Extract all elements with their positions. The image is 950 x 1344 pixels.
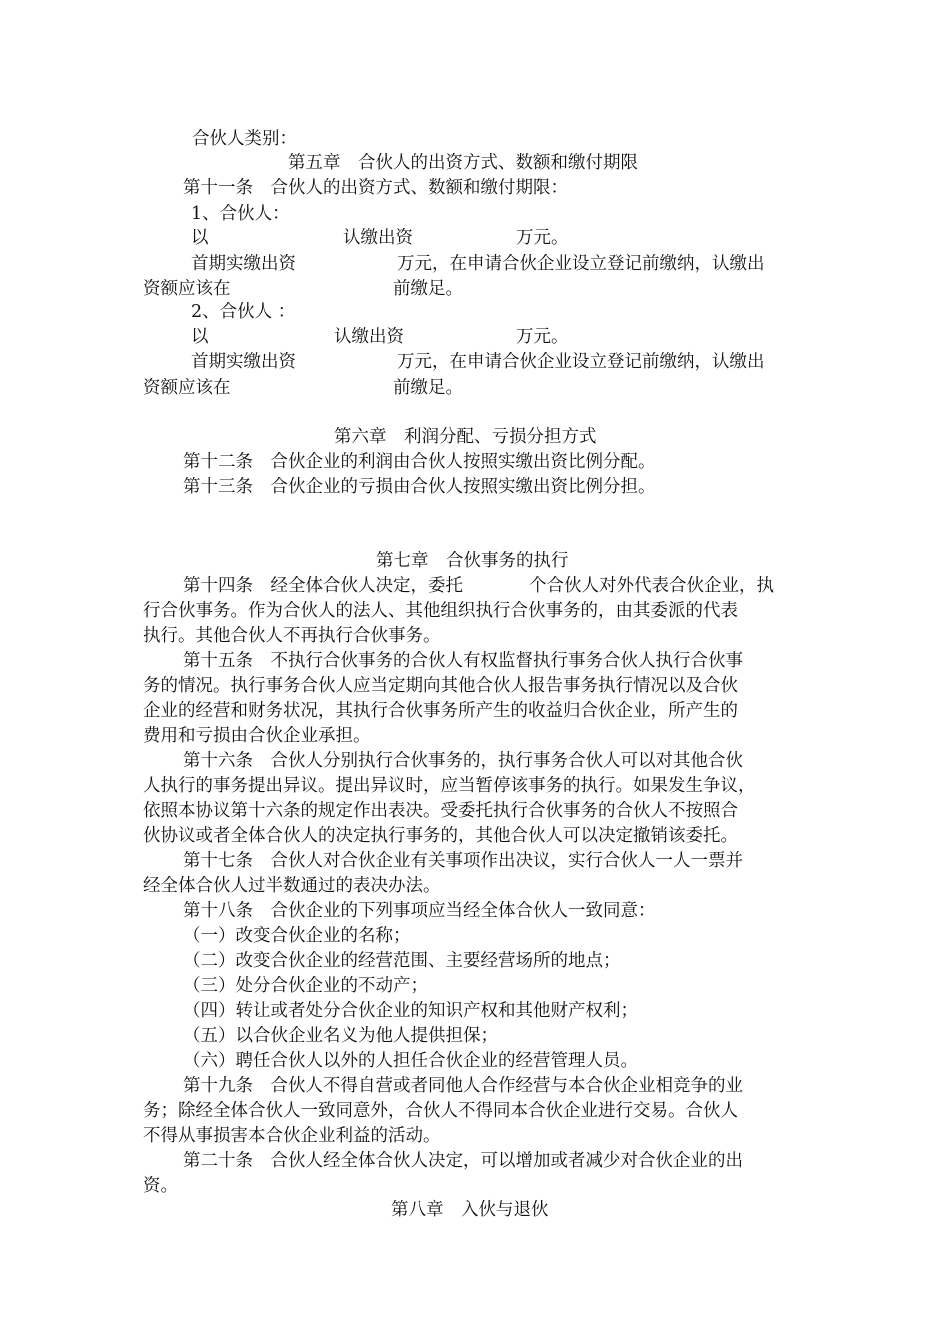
article-12: 第十二条 合伙企业的利润由合伙人按照实缴出资比例分配。 [183, 452, 656, 472]
article-17-line-1: 第十七条 合伙人对合伙企业有关事项作出决议，实行合伙人一人一票并 [183, 851, 743, 871]
text-segment: 第十四条 经全体合伙人决定，委托 [183, 576, 463, 596]
text-segment: 以 [191, 228, 209, 248]
text-segment: 个合伙人对外代表合伙企业，执 [529, 576, 774, 596]
text-segment: 万元。 [516, 228, 569, 248]
article-16-line-4: 伙协议或者全体合伙人的决定执行事务的，其他合伙人可以决定撤销该委托。 [143, 826, 738, 846]
article-14-line-2: 行合伙事务。作为合伙人的法人、其他组织执行合伙事务的，由其委派的代表 [143, 601, 738, 621]
article-14-line-1 [0, 574, 950, 598]
text-segment: 认缴出资 [334, 327, 404, 347]
partner-1-label: 1、合伙人： [191, 204, 290, 224]
partner-1-initial-payment-line [0, 252, 950, 276]
chapter-6-heading: 第六章 利润分配、亏损分担方式 [334, 427, 597, 447]
partner-category-label: 合伙人类别： [192, 129, 297, 149]
partner-2-label: 2、合伙人 ： [191, 302, 296, 322]
article-19-line-2: 务；除经全体合伙人一致同意外，合伙人不得同本合伙企业进行交易。合伙人 [143, 1101, 738, 1121]
text-segment: 资额应该在 [143, 279, 231, 299]
article-18-item-4: （四）转让或者处分合伙企业的知识产权和其他财产权利； [183, 1001, 638, 1021]
article-17-line-2: 经全体合伙人过半数通过的表决办法。 [143, 876, 441, 896]
article-19-line-3: 不得从事损害本合伙企业利益的活动。 [143, 1126, 441, 1146]
article-15-line-1: 第十五条 不执行合伙事务的合伙人有权监督执行事务合伙人执行合伙事 [183, 651, 743, 671]
chapter-5-heading: 第五章 合伙人的出资方式、数额和缴付期限 [288, 153, 638, 173]
text-segment: 认缴出资 [343, 228, 413, 248]
partner-2-initial-payment-line [0, 350, 950, 374]
article-16-line-2: 人执行的事务提出异议。提出异议时，应当暂停该事务的执行。如果发生争议， [143, 776, 756, 796]
text-segment: 首期实缴出资 [191, 352, 296, 372]
text-segment: 万元，在申请合伙企业设立登记前缴纳，认缴出 [397, 352, 765, 372]
text-segment: 资额应该在 [143, 378, 231, 398]
partner-2-subscription-line [0, 325, 950, 349]
text-segment: 前缴足。 [393, 279, 463, 299]
article-18-intro: 第十八条 合伙企业的下列事项应当经全体合伙人一致同意： [183, 901, 656, 921]
article-16-line-1: 第十六条 合伙人分别执行合伙事务的，执行事务合伙人可以对其他合伙 [183, 751, 743, 771]
article-19-line-1: 第十九条 合伙人不得自营或者同他人合作经营与本合伙企业相竞争的业 [183, 1076, 743, 1096]
article-11: 第十一条 合伙人的出资方式、数额和缴付期限： [183, 178, 568, 198]
partner-1-deadline-line [0, 277, 950, 301]
article-18-item-1: （一）改变合伙企业的名称； [183, 926, 411, 946]
chapter-7-heading: 第七章 合伙事务的执行 [376, 551, 569, 571]
article-16-line-3: 依照本协议第十六条的规定作出表决。受委托执行合伙事务的合伙人不按照合 [143, 801, 738, 821]
partner-1-subscription-line [0, 226, 950, 250]
article-14-line-3: 执行。其他合伙人不再执行合伙事务。 [143, 626, 441, 646]
text-segment: 万元。 [516, 327, 569, 347]
article-15-line-4: 费用和亏损由合伙企业承担。 [143, 726, 371, 746]
article-13: 第十三条 合伙企业的亏损由合伙人按照实缴出资比例分担。 [183, 477, 656, 497]
article-18-item-5: （五）以合伙企业名义为他人提供担保； [183, 1026, 498, 1046]
text-segment: 以 [191, 327, 209, 347]
article-18-item-2: （二）改变合伙企业的经营范围、主要经营场所的地点； [183, 951, 621, 971]
text-segment: 前缴足。 [393, 378, 463, 398]
text-segment: 首期实缴出资 [191, 254, 296, 274]
partner-2-deadline-line [0, 376, 950, 400]
article-18-item-3: （三）处分合伙企业的不动产； [183, 976, 428, 996]
article-20-line-1: 第二十条 合伙人经全体合伙人决定，可以增加或者减少对合伙企业的出 [183, 1151, 743, 1171]
article-15-line-3: 企业的经营和财务状况，其执行合伙事务所产生的收益归合伙企业，所产生的 [143, 701, 738, 721]
chapter-8-heading: 第八章 入伙与退伙 [391, 1200, 549, 1220]
article-15-line-2: 务的情况。执行事务合伙人应当定期向其他合伙人报告事务执行情况以及合伙 [143, 676, 738, 696]
text-segment: 万元，在申请合伙企业设立登记前缴纳，认缴出 [397, 254, 765, 274]
article-18-item-6: （六）聘任合伙人以外的人担任合伙企业的经营管理人员。 [183, 1051, 638, 1071]
article-20-line-2: 资。 [143, 1176, 178, 1196]
